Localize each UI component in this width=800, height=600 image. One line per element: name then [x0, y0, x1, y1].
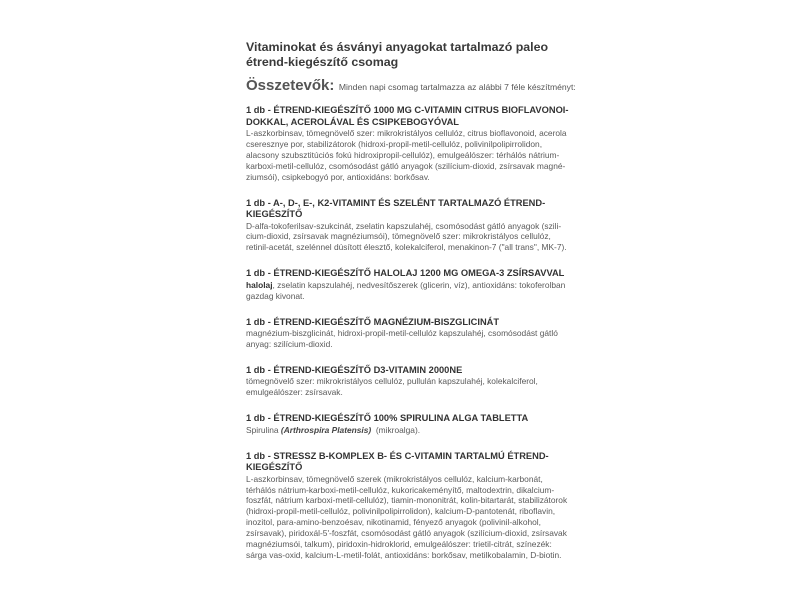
- body-line: [246, 376, 576, 387]
- body-text: cseresznye por, stabilizátorok (hidroxi-propil-metil-cellulóz, polivinilpolipirrolidon,: [246, 138, 543, 149]
- body-text: (mikroalga).: [371, 424, 421, 435]
- body-line: [246, 485, 576, 496]
- ingredient-name: Spirulina: [246, 424, 281, 435]
- body-line: [246, 528, 576, 539]
- body-line: [246, 139, 576, 150]
- body-text: L-aszkorbinsav, tömegnövelő szer: mikrokristályos cellulóz, citrus bioflavonoid, acerola: [246, 128, 567, 138]
- ingredients-label: Összetevők:: [246, 77, 335, 94]
- heading-line: KIEGÉSZÍTŐ: [246, 209, 303, 220]
- section-heading: [246, 105, 576, 128]
- body-text: tömegnövelő szer: mikrokristályos cellulóz, pullulán kapszulahéj, kolekalciferol,: [246, 376, 538, 387]
- heading-line: 1 db - STRESSZ B-KOMPLEX B- ÉS C-VITAMIN TARTALMÚ ÉTREND-: [246, 450, 549, 461]
- body-text: anyag: szilícium-dioxid.: [246, 338, 333, 349]
- body-text: karboxi-metil-cellulóz, csomósodást gátló anyagok (szilícium-dioxid, zsírsavak magné-: [246, 160, 566, 171]
- title-line: Vitaminokat és ásványi anyagokat tartalmazó paleo: [246, 40, 549, 54]
- ingredients-intro-text: Minden napi csomag tartalmazza az alábbi 7 féle készítményt:: [338, 82, 576, 92]
- section-body: [246, 128, 576, 183]
- section-body: [246, 376, 576, 398]
- body-text: alacsony szubsztitúciós fokú hidroxipropil-cellulóz), emulgeálószer: térhálós nátrium-: [246, 149, 560, 160]
- heading-line: 1 db - ÉTREND-KIEGÉSZÍTŐ D3-VITAMIN 2000NE: [246, 364, 463, 375]
- title-line: étrend-kiegészítő csomag: [246, 55, 399, 69]
- section-heading: [246, 268, 576, 280]
- ingredients-intro: [246, 77, 576, 95]
- heading-line: 1 db - A-, D-, E-, K2-VITAMINT ÉS SZELÉNT TARTALMAZÓ ÉTREND-: [246, 197, 546, 208]
- ingredient-section: [246, 365, 576, 398]
- body-text: inozitol, para-amino-benzoésav, nikotinamid, fényező anyagok (polivinil-alkohol,: [246, 517, 541, 528]
- ingredient-section: [246, 317, 576, 350]
- heading-line: 1 db - ÉTREND-KIEGÉSZÍTŐ HALOLAJ 1200 MG OMEGA-3 ZSÍRSAVVAL: [246, 268, 565, 279]
- body-line: [246, 242, 576, 253]
- body-text: emulgeálószer: zsírsavak.: [246, 387, 343, 398]
- body-text: sárga vas-oxid, kalcium-L-metil-folát, antioxidáns: borkősav, metilkobalamin, D-biotin.: [246, 549, 562, 560]
- body-text: , zselatin kapszulahéj, nedvesítőszerek (glicerin, víz), antioxidáns: tokoferolban: [272, 279, 566, 290]
- body-text: gazdag kivonat.: [246, 290, 305, 301]
- body-text: zsírsavak), piridoxál-5'-foszfát, csomósodást gátló anyagok (szilícium-dioxid, zsírsavak: [246, 528, 567, 539]
- body-line: [246, 328, 576, 339]
- body-line: [246, 550, 576, 561]
- body-line: [246, 387, 576, 398]
- body-line: [246, 172, 576, 183]
- body-line: [246, 291, 576, 302]
- body-text: térhálós nátrium-karboxi-metil-cellulóz, kukoricakeményítő, maltodextrin, dikalcium-: [246, 484, 555, 495]
- body-text: magnézium-biszglicinát, hidroxi-propil-metil-cellulóz kapszulahéj, csomósodást gátló: [246, 328, 558, 339]
- body-line: [246, 517, 576, 528]
- body-line: [246, 425, 576, 436]
- body-text: foszfát, nátrium karboxi-metil-cellulóz), tiamin-mononitrát, kolin-bitartarát, stabilizátorok: [246, 495, 568, 506]
- ingredient-section: [246, 451, 576, 561]
- body-text: cium-dioxid, zsírsavak magnéziumsói), tömegnövelő szer: mikrokristályos cellulóz,: [246, 231, 551, 242]
- body-line: [246, 221, 576, 232]
- section-body: [246, 425, 576, 436]
- section-body: [246, 280, 576, 302]
- body-text: L-aszkorbinsav, tömegnövelő szerek (mikrokristályos cellulóz, kalcium-karbonát,: [246, 473, 543, 484]
- section-heading: [246, 317, 576, 329]
- section-body: [246, 328, 576, 350]
- section-heading: [246, 413, 576, 425]
- page-title: [246, 40, 576, 70]
- body-text: magnéziumsói, talkum), piridoxin-hidroklorid, emulgeálószer: trietil-citrát, színezék:: [246, 539, 552, 550]
- heading-line: 1 db - ÉTREND-KIEGÉSZÍTŐ 1000 MG C-VITAMIN CITRUS BIOFLAVONOI-: [246, 105, 569, 115]
- ingredient-section: [246, 105, 576, 183]
- body-text: D-alfa-tokoferilsav-szukcinát, zselatin kapszulahéj, csomósodást gátló anyagok (szili-: [246, 220, 562, 231]
- heading-line: 1 db - ÉTREND-KIEGÉSZÍTŐ MAGNÉZIUM-BISZGLICINÁT: [246, 316, 500, 327]
- body-line: [246, 339, 576, 350]
- ingredient-section: [246, 198, 576, 254]
- body-line: [246, 231, 576, 242]
- section-body: [246, 474, 576, 561]
- body-line: [246, 495, 576, 506]
- body-line: [246, 161, 576, 172]
- ingredient-section: [246, 268, 576, 301]
- section-heading: [246, 365, 576, 377]
- heading-line: DOKKAL, ACEROLÁVAL ÉS CSIPKEBOGYÓVAL: [246, 116, 459, 127]
- body-text: (hidroxi-propil-metil-cellulóz, polivinilpolipirrolidon), kalcium-D-pantotenát, riboflavin,: [246, 506, 556, 517]
- body-line: [246, 150, 576, 161]
- product-description: [246, 40, 576, 561]
- section-heading: [246, 198, 576, 221]
- body-line: [246, 128, 576, 139]
- latin-name: (Arthrospira Platensis): [280, 424, 372, 435]
- section-body: [246, 221, 576, 254]
- body-line: [246, 280, 576, 291]
- heading-line: 1 db - ÉTREND-KIEGÉSZÍTŐ 100% SPIRULINA ALGA TABLETTA: [246, 413, 529, 424]
- heading-line: KIEGÉSZÍTŐ: [246, 462, 303, 473]
- body-text: ziumsói), csipkebogyó por, antioxidáns: borkősav.: [246, 171, 430, 182]
- body-line: [246, 474, 576, 485]
- body-text: retinil-acetát, szelénnel dúsított élesztő, kolekalciferol, menakinon-7 ("all trans", MK-7).: [246, 242, 567, 253]
- ingredient-sections: [246, 105, 576, 561]
- body-line: [246, 539, 576, 550]
- ingredient-section: [246, 413, 576, 435]
- bold-ingredient: halolaj: [246, 279, 273, 290]
- section-heading: [246, 451, 576, 474]
- body-line: [246, 506, 576, 517]
